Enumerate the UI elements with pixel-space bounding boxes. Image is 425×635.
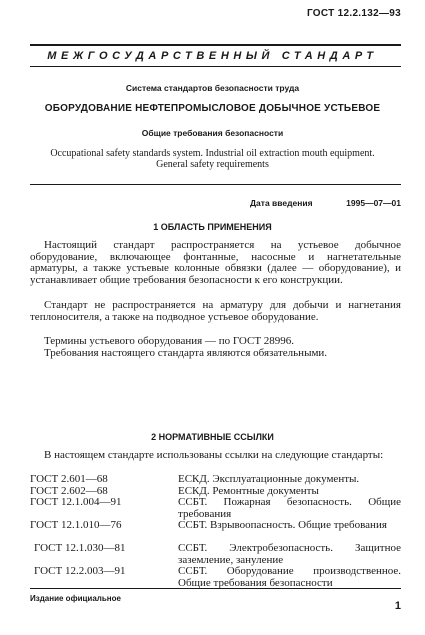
page-number: 1	[394, 600, 401, 612]
reference-description: ЕСКД. Эксплуатационные документы.	[178, 473, 360, 485]
reference-code: ГОСТ 2.601—68	[30, 473, 108, 485]
scope-paragraph: Настоящий стандарт распространяется на устьевое добычное оборудование, включающее фонтанные, насосные и нагнетательные арматуры, а также устьевые колонные обвязки (далее — оборудование), и устанавливает общие требования безопасности к его конструкции.	[30, 239, 401, 286]
header-rule	[30, 66, 401, 67]
reference-code: ГОСТ 12.2.003—91	[34, 565, 126, 577]
reference-description: ССБТ. Оборудование производственное. Общие требования безопасности	[178, 565, 401, 589]
title-rule	[30, 184, 401, 185]
interstate-standard-heading: МЕЖГОСУДАРСТВЕННЫЙ СТАНДАРТ	[47, 50, 378, 62]
reference-code: ГОСТ 12.1.004—91	[30, 496, 122, 508]
reference-code: ГОСТ 12.1.030—81	[34, 542, 126, 554]
section-heading-scope: 1 ОБЛАСТЬ ПРИМЕНЕНИЯ	[153, 222, 272, 232]
date-value: 1995—07—01	[346, 198, 401, 208]
english-title	[0, 148, 425, 170]
section-heading-references: 2 НОРМАТИВНЫЕ ССЫЛКИ	[151, 432, 274, 442]
references-intro: В настоящем стандарте использованы ссылки на следующие стандарты:	[44, 449, 384, 461]
document-title: ОБОРУДОВАНИЕ НЕФТЕПРОМЫСЛОВОЕ ДОБЫЧНОЕ УСТЬЕВОЕ	[44, 103, 381, 114]
english-title-line1: Occupational safety standards system. Industrial oil extraction mouth equipment.	[50, 148, 375, 159]
terms-paragraph: Термины устьевого оборудования — по ГОСТ 28996.	[44, 335, 295, 347]
mandatory-paragraph: Требования настоящего стандарта являются обязательными.	[44, 347, 328, 359]
system-title: Система стандартов безопасности труда	[125, 83, 300, 93]
reference-code: ГОСТ 12.1.010—76	[30, 519, 122, 531]
english-title-line2: General safety requirements	[156, 159, 269, 170]
document-subtitle: Общие требования безопасности	[141, 128, 284, 138]
reference-description: ССБТ. Электробезопасность. Защитное заземление, зануление	[178, 542, 401, 566]
footer-rule	[30, 588, 401, 589]
reference-description: ССБТ. Взрывоопасность. Общие требования	[178, 519, 387, 531]
reference-description: ЕСКД. Ремонтные документы	[178, 485, 319, 497]
document-code: ГОСТ 12.2.132—93	[306, 8, 401, 19]
top-rule	[30, 44, 401, 46]
reference-description: ССБТ. Пожарная безопасность. Общие требования	[178, 496, 401, 520]
exclusion-paragraph: Стандарт не распространяется на арматуру для добычи и нагнетания теплоносителя, а также на подводное устьевое оборудование.	[30, 299, 401, 323]
reference-code: ГОСТ 2.602—68	[30, 485, 108, 497]
date-label: Дата введения	[250, 198, 313, 208]
official-edition-label: Издание официальное	[30, 594, 121, 603]
